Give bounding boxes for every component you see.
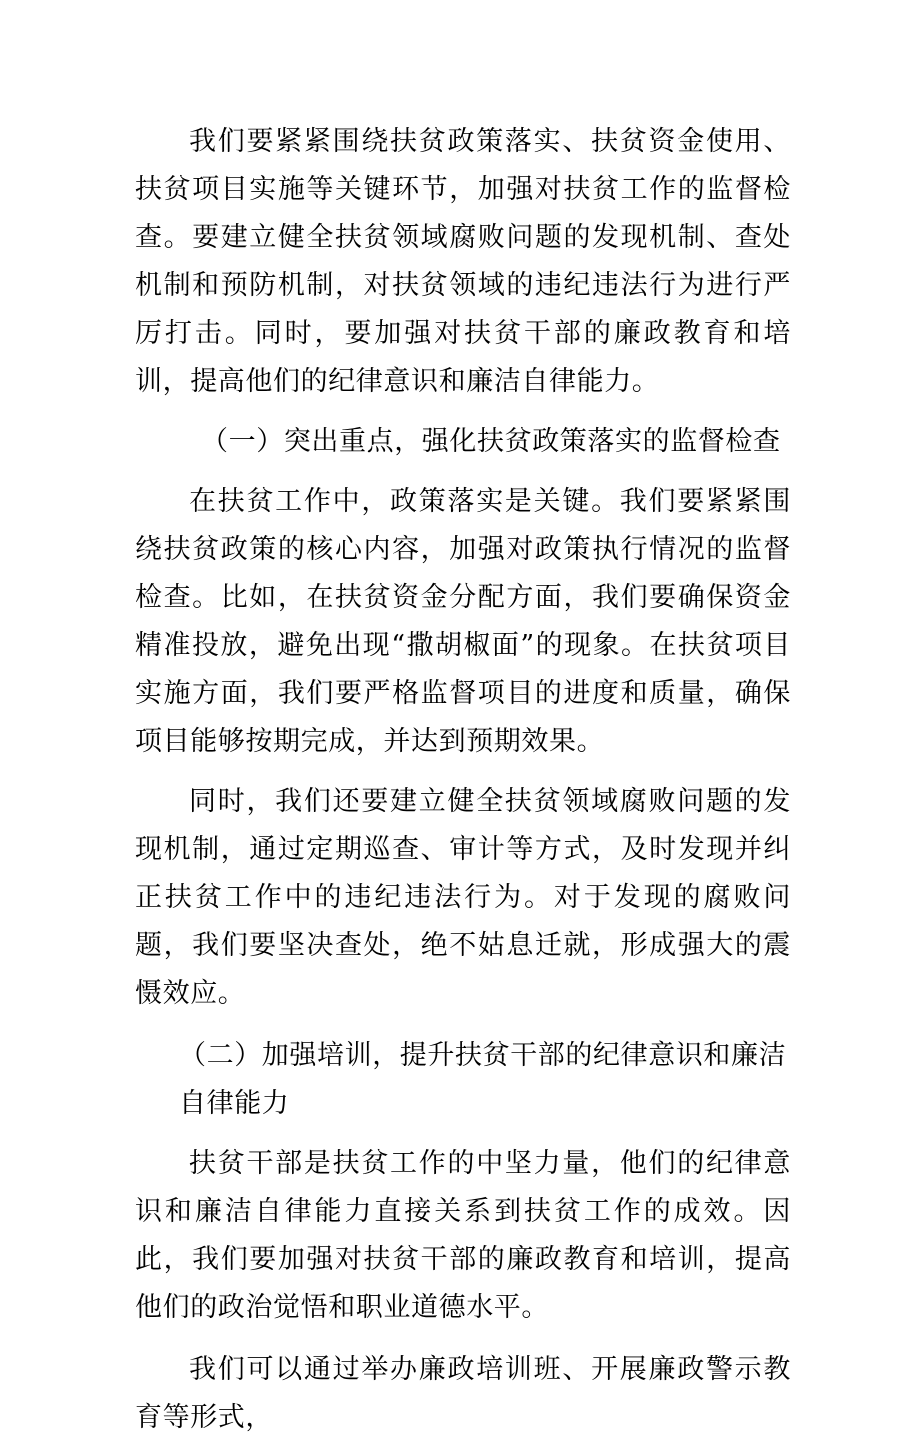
- section-heading-1: （一）突出重点，强化扶贫政策落实的监督检查: [201, 426, 781, 457]
- paragraph-3: 同时，我们还要建立健全扶贫领域腐败问题的发现机制，通过定期巡查、审计等方式，及时发现并纠正扶贫工作中的违纪违法行为。对于发现的腐败问题，我们要坚决查处，绝不姑息迁就，形成强大的震慑效应。: [135, 786, 791, 1009]
- paragraph-4: 扶贫干部是扶贫工作的中坚力量，他们的纪律意识和廉洁自律能力直接关系到扶贫工作的成效。因此，我们要加强对扶贫干部的廉政教育和培训，提高他们的政治觉悟和职业道德水平。: [135, 1148, 791, 1323]
- paragraph-5: 我们可以通过举办廉政培训班、开展廉政警示教育等形式，: [135, 1354, 791, 1433]
- paragraph-1: 我们要紧紧围绕扶贫政策落实、扶贫资金使用、扶贫项目实施等关键环节，加强对扶贫工作的监督检查。要建立健全扶贫领域腐败问题的发现机制、查处机制和预防机制，对扶贫领域的违纪违法行为进行严厉打击。同时，要加强对扶贫干部的廉政教育和培训，提高他们的纪律意识和廉洁自律能力。: [135, 126, 791, 397]
- paragraph-2: 在扶贫工作中，政策落实是关键。我们要紧紧围绕扶贫政策的核心内容，加强对政策执行情况的监督检查。比如，在扶贫资金分配方面，我们要确保资金精准投放，避免出现“撒胡椒面”的现象。在扶贫项目实施方面，我们要严格监督项目的进度和质量，确保项目能够按期完成，并达到预期效果。: [135, 486, 791, 757]
- document-page: [135, 118, 791, 1442]
- section-heading-2: （二）加强培训，提升扶贫干部的纪律意识和廉洁自律能力: [179, 1040, 787, 1119]
